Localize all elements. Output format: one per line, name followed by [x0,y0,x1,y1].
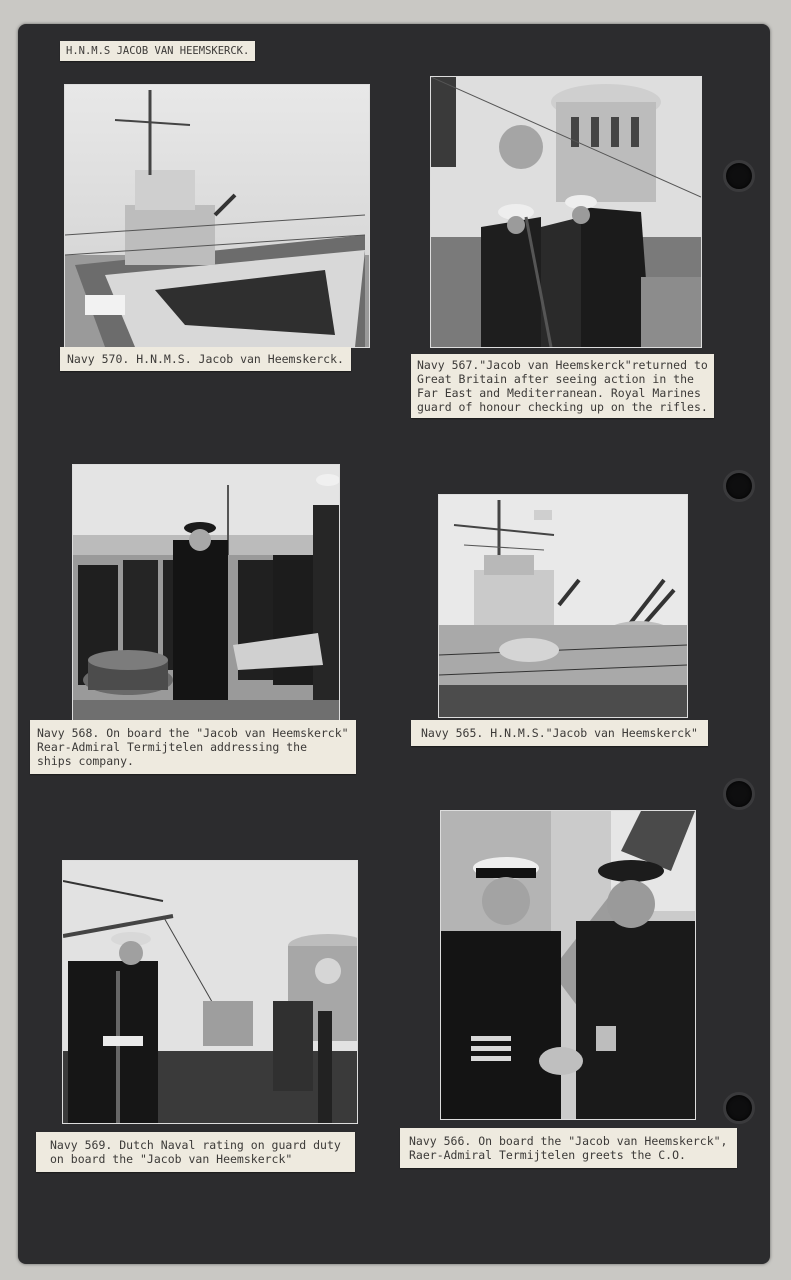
photo-rating-on-guard [62,860,358,1124]
photo-caption-navy-567: Navy 567."Jacob van Heemskerck"returned to Great Britain after seeing action in the Far East and Mediterranean. Royal Marines guard of honour checking up on the rifles. [411,354,714,418]
photo-caption-navy-568: Navy 568. On board the "Jacob van Heemskerck" Rear-Admiral Termijtelen addressing the ships company. [30,720,356,774]
photo-caption-navy-570: Navy 570. H.N.M.S. Jacob van Heemskerck. [60,347,351,371]
photo-marines-rifles [430,76,702,348]
album-page [18,24,770,1264]
photo-caption-navy-566: Navy 566. On board the "Jacob van Heemskerck", Raer-Admiral Termijtelen greets the C.O. [400,1128,737,1168]
album-title-label: H.N.M.S JACOB VAN HEEMSKERCK. [60,41,255,61]
binder-hole-2 [723,470,755,502]
photo-ship-bow [64,84,370,348]
photo-rear-admiral-saluting [72,464,340,722]
binder-hole-1 [723,160,755,192]
binder-hole-3 [723,778,755,810]
binder-hole-4 [723,1092,755,1124]
photo-officers-handshake [440,810,696,1120]
photo-caption-navy-565: Navy 565. H.N.M.S."Jacob van Heemskerck" [411,720,708,746]
photo-ship-guns [438,494,688,718]
photo-caption-navy-569: Navy 569. Dutch Naval rating on guard duty on board the "Jacob van Heemskerck" [36,1132,355,1172]
